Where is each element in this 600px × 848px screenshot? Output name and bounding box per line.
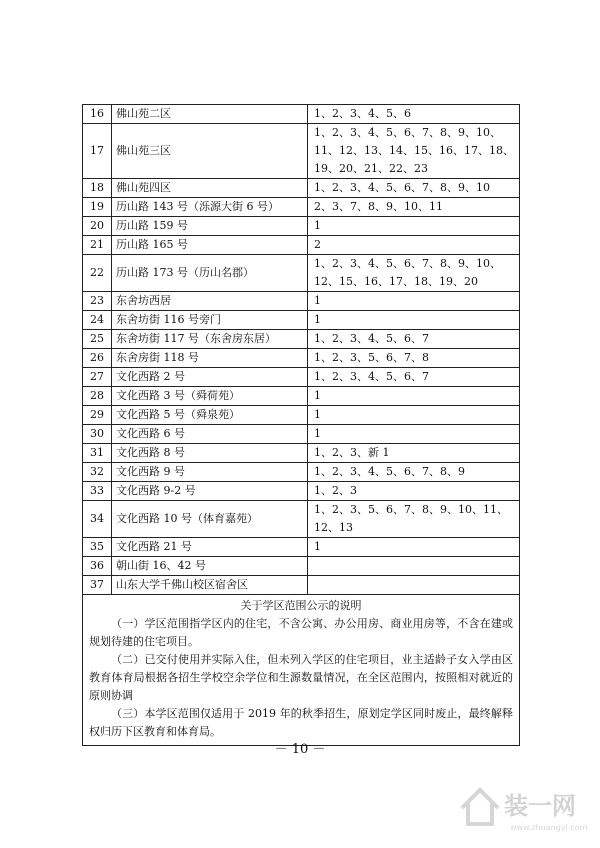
row-buildings: 1、2、3、4、5、6、7、8、9、10 <box>308 179 520 198</box>
row-number: 26 <box>83 349 112 368</box>
table-row <box>83 425 520 444</box>
row-buildings: 1、2、3、5、6、7、8 <box>308 349 520 368</box>
row-buildings: 1 <box>308 425 520 444</box>
row-buildings: 1 <box>308 217 520 236</box>
row-buildings: 1、2、3、4、5、6、7 <box>308 368 520 387</box>
notes-row <box>83 595 520 746</box>
row-number: 23 <box>83 292 112 311</box>
row-address: 文化西路 3 号（舜荷苑） <box>112 387 308 406</box>
table-row <box>83 198 520 217</box>
row-number: 30 <box>83 425 112 444</box>
row-address: 朝山街 16、42 号 <box>112 557 308 576</box>
row-address: 文化西路 5 号（舜泉苑） <box>112 406 308 425</box>
row-address: 历山路 159 号 <box>112 217 308 236</box>
table-row <box>83 538 520 557</box>
row-number: 21 <box>83 236 112 255</box>
table-row <box>83 311 520 330</box>
row-buildings: 1、2、3、4、5、6、7 <box>308 330 520 349</box>
row-number: 25 <box>83 330 112 349</box>
row-address: 文化西路 9-2 号 <box>112 482 308 501</box>
row-number: 28 <box>83 387 112 406</box>
row-buildings: 1 <box>308 538 520 557</box>
row-address: 佛山苑四区 <box>112 179 308 198</box>
table-row <box>83 387 520 406</box>
watermark-logo <box>458 778 588 838</box>
row-address: 文化西路 10 号（体育嘉苑） <box>112 501 308 538</box>
row-number: 34 <box>83 501 112 538</box>
school-district-table <box>82 104 520 746</box>
watermark-url: www.zhuangyi.com <box>510 823 588 832</box>
notes-title: 关于学区范围公示的说明 <box>240 599 362 612</box>
row-number: 37 <box>83 576 112 595</box>
row-address: 文化西路 2 号 <box>112 368 308 387</box>
row-buildings: 2、3、7、8、9、10、11 <box>308 198 520 217</box>
notes-cell <box>83 595 520 746</box>
row-address: 东舍坊街 117 号（东舍房东居） <box>112 330 308 349</box>
house-icon <box>462 790 498 824</box>
table-row <box>83 482 520 501</box>
row-address: 山东大学千佛山校区宿舍区 <box>112 576 308 595</box>
row-buildings: 1 <box>308 406 520 425</box>
row-number: 22 <box>83 255 112 292</box>
table-row <box>83 463 520 482</box>
table-row <box>83 444 520 463</box>
row-address: 文化西路 8 号 <box>112 444 308 463</box>
row-number: 24 <box>83 311 112 330</box>
row-address: 历山路 173 号（历山名郡） <box>112 255 308 292</box>
table-row <box>83 368 520 387</box>
page-number: － 10 － <box>274 742 326 757</box>
table-row <box>83 236 520 255</box>
row-buildings: 1 <box>308 387 520 406</box>
row-address: 佛山苑三区 <box>112 124 308 179</box>
row-address: 东舍坊西居 <box>112 292 308 311</box>
row-number: 29 <box>83 406 112 425</box>
row-buildings: 1、2、3、新 1 <box>308 444 520 463</box>
row-address: 文化西路 9 号 <box>112 463 308 482</box>
table-row <box>83 330 520 349</box>
note-item-2: （二）已交付使用并实际入住，但未列入学区的住宅项目，业主适龄子女入学由区教育体育局根据各招生学校空余学位和生源数量情况，在全区范围内，按照相对就近的原则协调 <box>89 653 513 702</box>
row-number: 27 <box>83 368 112 387</box>
table-row <box>83 406 520 425</box>
row-buildings: 1、2、3、5、6、7、8、9、10、11、12、13 <box>308 501 520 538</box>
table-row <box>83 124 520 179</box>
row-address: 东舍房街 118 号 <box>112 349 308 368</box>
table-row <box>83 217 520 236</box>
note-item-1: （一）学区范围指学区内的住宅，不含公寓、办公用房、商业用房等，不含在建或规划待建的住宅项目。 <box>89 617 513 648</box>
table-body <box>83 105 520 595</box>
table-row <box>83 576 520 595</box>
row-address: 历山路 143 号（泺源大街 6 号） <box>112 198 308 217</box>
row-buildings: 1 <box>308 311 520 330</box>
row-number: 31 <box>83 444 112 463</box>
row-address: 历山路 165 号 <box>112 236 308 255</box>
row-number: 33 <box>83 482 112 501</box>
table-row <box>83 105 520 124</box>
row-number: 17 <box>83 124 112 179</box>
row-number: 20 <box>83 217 112 236</box>
watermark-brand: 装一网 <box>504 792 576 820</box>
row-buildings: 1、2、3、4、5、6、7、8、9、10、11、12、13、14、15、16、17、18、19、20、21、22、23 <box>308 124 520 179</box>
row-number: 32 <box>83 463 112 482</box>
table-row <box>83 255 520 292</box>
row-address: 文化西路 21 号 <box>112 538 308 557</box>
table-row <box>83 179 520 198</box>
row-address: 东舍坊街 116 号旁门 <box>112 311 308 330</box>
row-address: 文化西路 6 号 <box>112 425 308 444</box>
row-buildings: 1、2、3、4、5、6 <box>308 105 520 124</box>
row-buildings: 1、2、3、4、5、6、7、8、9、10、12、15、16、17、18、19、20 <box>308 255 520 292</box>
table-row <box>83 349 520 368</box>
row-buildings: 2 <box>308 236 520 255</box>
row-number: 16 <box>83 105 112 124</box>
row-buildings: 1、2、3 <box>308 482 520 501</box>
row-number: 18 <box>83 179 112 198</box>
row-buildings <box>308 557 520 576</box>
row-number: 36 <box>83 557 112 576</box>
table-row <box>83 557 520 576</box>
table-row <box>83 501 520 538</box>
row-number: 19 <box>83 198 112 217</box>
table-row <box>83 292 520 311</box>
row-address: 佛山苑二区 <box>112 105 308 124</box>
row-number: 35 <box>83 538 112 557</box>
row-buildings: 1、2、3、4、5、6、7、8、9 <box>308 463 520 482</box>
row-buildings <box>308 576 520 595</box>
note-item-3: （三）本学区范围仅适用于 2019 年的秋季招生，原划定学区同时废止，最终解释权归历下区教育和体育局。 <box>89 707 513 738</box>
row-buildings: 1 <box>308 292 520 311</box>
